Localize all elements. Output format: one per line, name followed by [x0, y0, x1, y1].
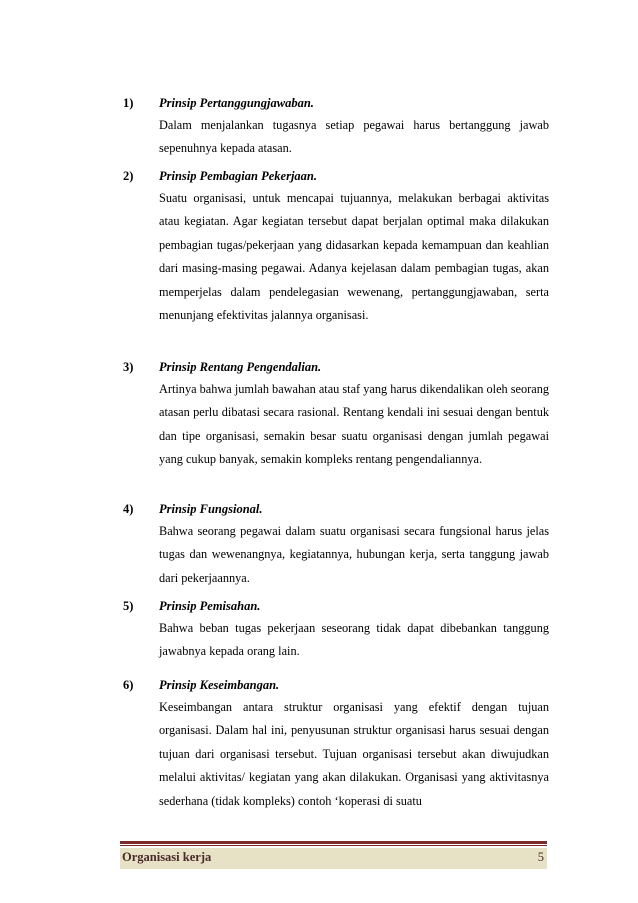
item-title: Prinsip Fungsional. [159, 502, 263, 516]
item-body: Suatu organisasi, untuk mencapai tujuannya, melakukan berbagai aktivitas atau kegiatan. Agar kegiatan tersebut dapat berjalan optimal maka dilakukan pembagian tugas/pekerjaan yang didasarkan kepada kemampuan dan keahlian dari masing-masing pegawai. Adanya kejelasan dalam pembagian tugas, akan memperjelas dalam pendelegasian wewenang, pertanggungjawaban, serta menunjang efektivitas jalannya organisasi. [159, 191, 549, 323]
item-number: 5) [123, 599, 134, 613]
item-body: Keseimbangan antara struktur organisasi yang efektif dengan tujuan organisasi. Dalam hal ini, penyusunan struktur organisasi harus sesuai dengan tujuan dari organisasi tersebut. Tujuan organisasi tersebut akan diwujudkan melalui aktivitas/ kegiatan yang akan dilakukan. Organisasi yang aktivitasnya sederhana (tidak kompleks) contoh ‘koperasi di suatu [159, 700, 549, 808]
item-body: Dalam menjalankan tugasnya setiap pegawai harus bertanggung jawab sepenuhnya kepada atasan. [159, 118, 549, 156]
item-number: 4) [123, 502, 134, 516]
footer-title: Organisasi kerja [122, 850, 212, 864]
item-title: Prinsip Keseimbangan. [159, 678, 280, 692]
item-number: 1) [123, 96, 134, 110]
item-body: Artinya bahwa jumlah bawahan atau staf yang harus dikendalikan oleh seorang atasan perlu dibatasi secara rasional. Rentang kendali ini sesuai dengan bentuk dan tipe organisasi, semakin besar suatu organisasi dengan jumlah pegawai yang cukup banyak, semakin kompleks rentang pengendaliannya. [159, 382, 549, 467]
item-title: Prinsip Rentang Pengendalian. [159, 360, 322, 374]
item-body: Bahwa seorang pegawai dalam suatu organisasi secara fungsional harus jelas tugas dan wewenangnya, kegiatannya, hubungan kerja, serta tanggung jawab dari pekerjaannya. [159, 524, 549, 585]
page-number: 5 [537, 850, 544, 864]
page-footer [120, 848, 547, 869]
footer-divider [120, 841, 547, 844]
item-number: 2) [123, 169, 134, 183]
item-title: Prinsip Pembagian Pekerjaan. [159, 169, 317, 183]
item-number: 3) [123, 360, 134, 374]
item-number: 6) [123, 678, 134, 692]
footer-divider-thin [120, 845, 547, 846]
item-title: Prinsip Pemisahan. [159, 599, 261, 613]
item-title: Prinsip Pertanggungjawaban. [159, 96, 314, 110]
item-body: Bahwa beban tugas pekerjaan seseorang tidak dapat dibebankan tanggung jawabnya kepada orang lain. [159, 621, 549, 659]
